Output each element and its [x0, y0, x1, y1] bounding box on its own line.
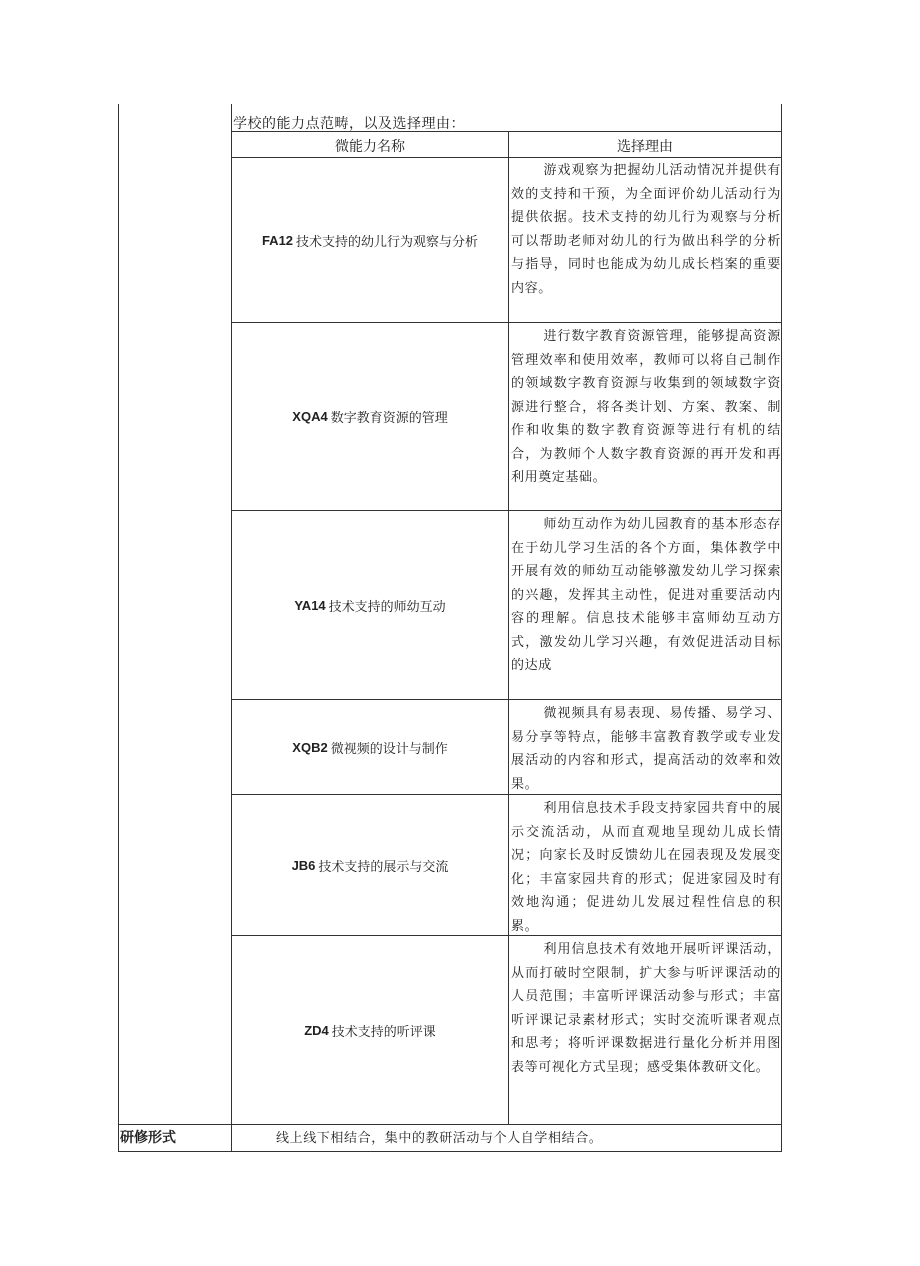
- ability-name-cell: [232, 795, 508, 935]
- reason-text: 师幼互动作为幼儿园教育的基本形态存在于幼儿学习生活的各个方面，集体教学中开展有效的师幼互动能够激发幼儿学习探索的兴趣，发挥其主动性，促进对重要活动内容的理解。信息技术能够丰富师幼互动方式，激发幼儿学习兴趣，有效促进活动目标的达成: [511, 517, 781, 673]
- table-bottom-border: [118, 1151, 782, 1152]
- ability-code: JB6: [291, 857, 316, 873]
- ability-code: XQB2: [292, 739, 328, 755]
- ability-name: 数字教育资源的管理: [330, 411, 448, 426]
- ability-name: 技术支持的幼儿行为观察与分析: [296, 234, 479, 250]
- ability-code: XQA4: [292, 409, 328, 424]
- ability-name: 技术支持的展示与交流: [318, 859, 449, 875]
- reason-text: 利用信息技术手段支持家园共育中的展示交流活动，从而直观地呈现幼儿成长情况；向家长及时反馈幼儿在园表现及发展变化；丰富家园共育的形式；促进家园及时有效地沟通；促进幼儿发展过程性信息的积累。: [511, 801, 781, 934]
- ability-name: 微视频的设计与制作: [330, 741, 448, 757]
- ability-name-cell: [232, 323, 508, 510]
- reason-text: 进行数字教育资源管理，能够提高资源管理效率和使用效率，教师可以将自己制作的领域数字教育资源与收集到的领域数字资源进行整合，将各类计划、方案、教案、制作和收集的数字教育资源等进行有机的结合，为教师个人数字教育资源的再开发和再利用奠定基础。: [511, 329, 781, 485]
- ability-code: FA12: [261, 232, 294, 248]
- ability-name: 技术支持的听评课: [331, 1024, 436, 1040]
- reason-column-border: [508, 131, 509, 1125]
- section-border: [118, 1124, 782, 1125]
- ability-name-cell: [232, 936, 508, 1124]
- reason-text: 游戏观察为把握幼儿活动情况并提供有效的支持和干预，为全面评价幼儿活动行为提供依据。技术支持的幼儿行为观察与分析可以帮助老师对幼儿的行为做出科学的分析与指导，同时也能成为幼儿成长档案的重要内容。: [511, 163, 781, 296]
- reason-text: 微视频具有易表现、易传播、易学习、易分享等特点，能够丰富教育教学或专业发展活动的内容和形式，提高活动的效率和效果。: [511, 706, 781, 792]
- ability-code: YA14: [294, 597, 326, 613]
- outer-left-border: [118, 104, 119, 1152]
- ability-name-cell: [232, 700, 508, 794]
- outer-right-border: [781, 104, 782, 1152]
- reason-text: 利用信息技术有效地开展听评课活动，从而打破时空限制，扩大参与听评课活动的人员范围；丰富听评课活动参与形式；丰富听评课记录素材形式；实时交流听课者观点和思考；将听评课数据进行量化分析并用图表等可视化方式呈现；感受集体教研文化。: [511, 942, 781, 1075]
- ability-name-cell: [232, 158, 508, 322]
- header-reason: 选择理由: [617, 139, 673, 155]
- ability-code: ZD4: [304, 1022, 329, 1038]
- ability-name: 技术支持的师幼互动: [328, 599, 446, 615]
- training-form-value: 线上线下相结合，集中的教研活动与个人自学相结合。: [276, 1131, 603, 1146]
- intro-text: 学校的能力点范畴，以及选择理由：: [233, 116, 465, 132]
- training-form-label: 研修形式: [120, 1130, 176, 1146]
- header-name: 微能力名称: [335, 139, 405, 155]
- ability-name-cell: [232, 511, 508, 699]
